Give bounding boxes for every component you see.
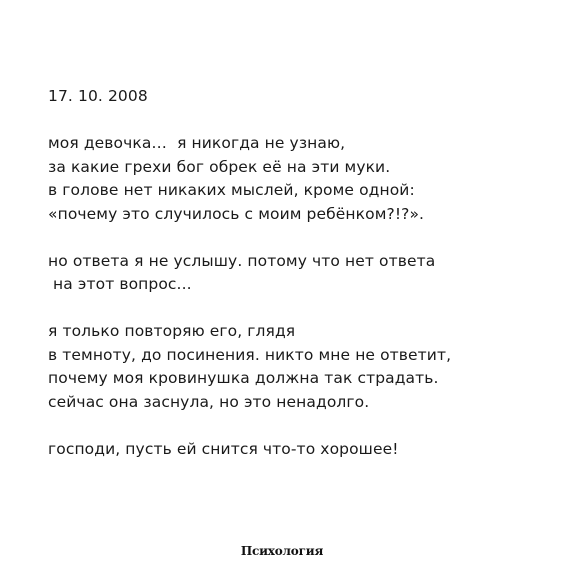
text-line: «почему это случилось с моим ребёнком?!?». [48,204,425,223]
text-line: на этот вопрос... [48,275,192,293]
text-line: почему моя кровинушка должна так страдать. [48,369,439,387]
poem-text [48,85,528,485]
stanza-4 [48,438,528,462]
text-line: я только повторяю его, глядя [48,322,296,340]
stanza-1 [48,132,528,226]
text-line: сейчас она заснула, но это ненадолго. [48,392,370,411]
text-line: но ответа я не услышу. потому что нет ответа [48,251,436,270]
text-line: господи, пусть ей снится что-то хорошее! [48,439,399,458]
brand-logo: Психология [240,544,324,558]
stanza-3 [48,320,528,414]
stanza-2 [48,250,528,297]
text-line: в голове нет никаких мыслей, кроме одной: [48,181,415,199]
text-line: моя девочка… я никогда не узнаю, [48,134,346,152]
entry-date: 17. 10. 2008 [48,87,148,105]
text-line: в темноту, до посинения. никто мне не ответит, [48,345,452,364]
text-line: за какие грехи бог обрек её на эти муки. [48,157,391,176]
